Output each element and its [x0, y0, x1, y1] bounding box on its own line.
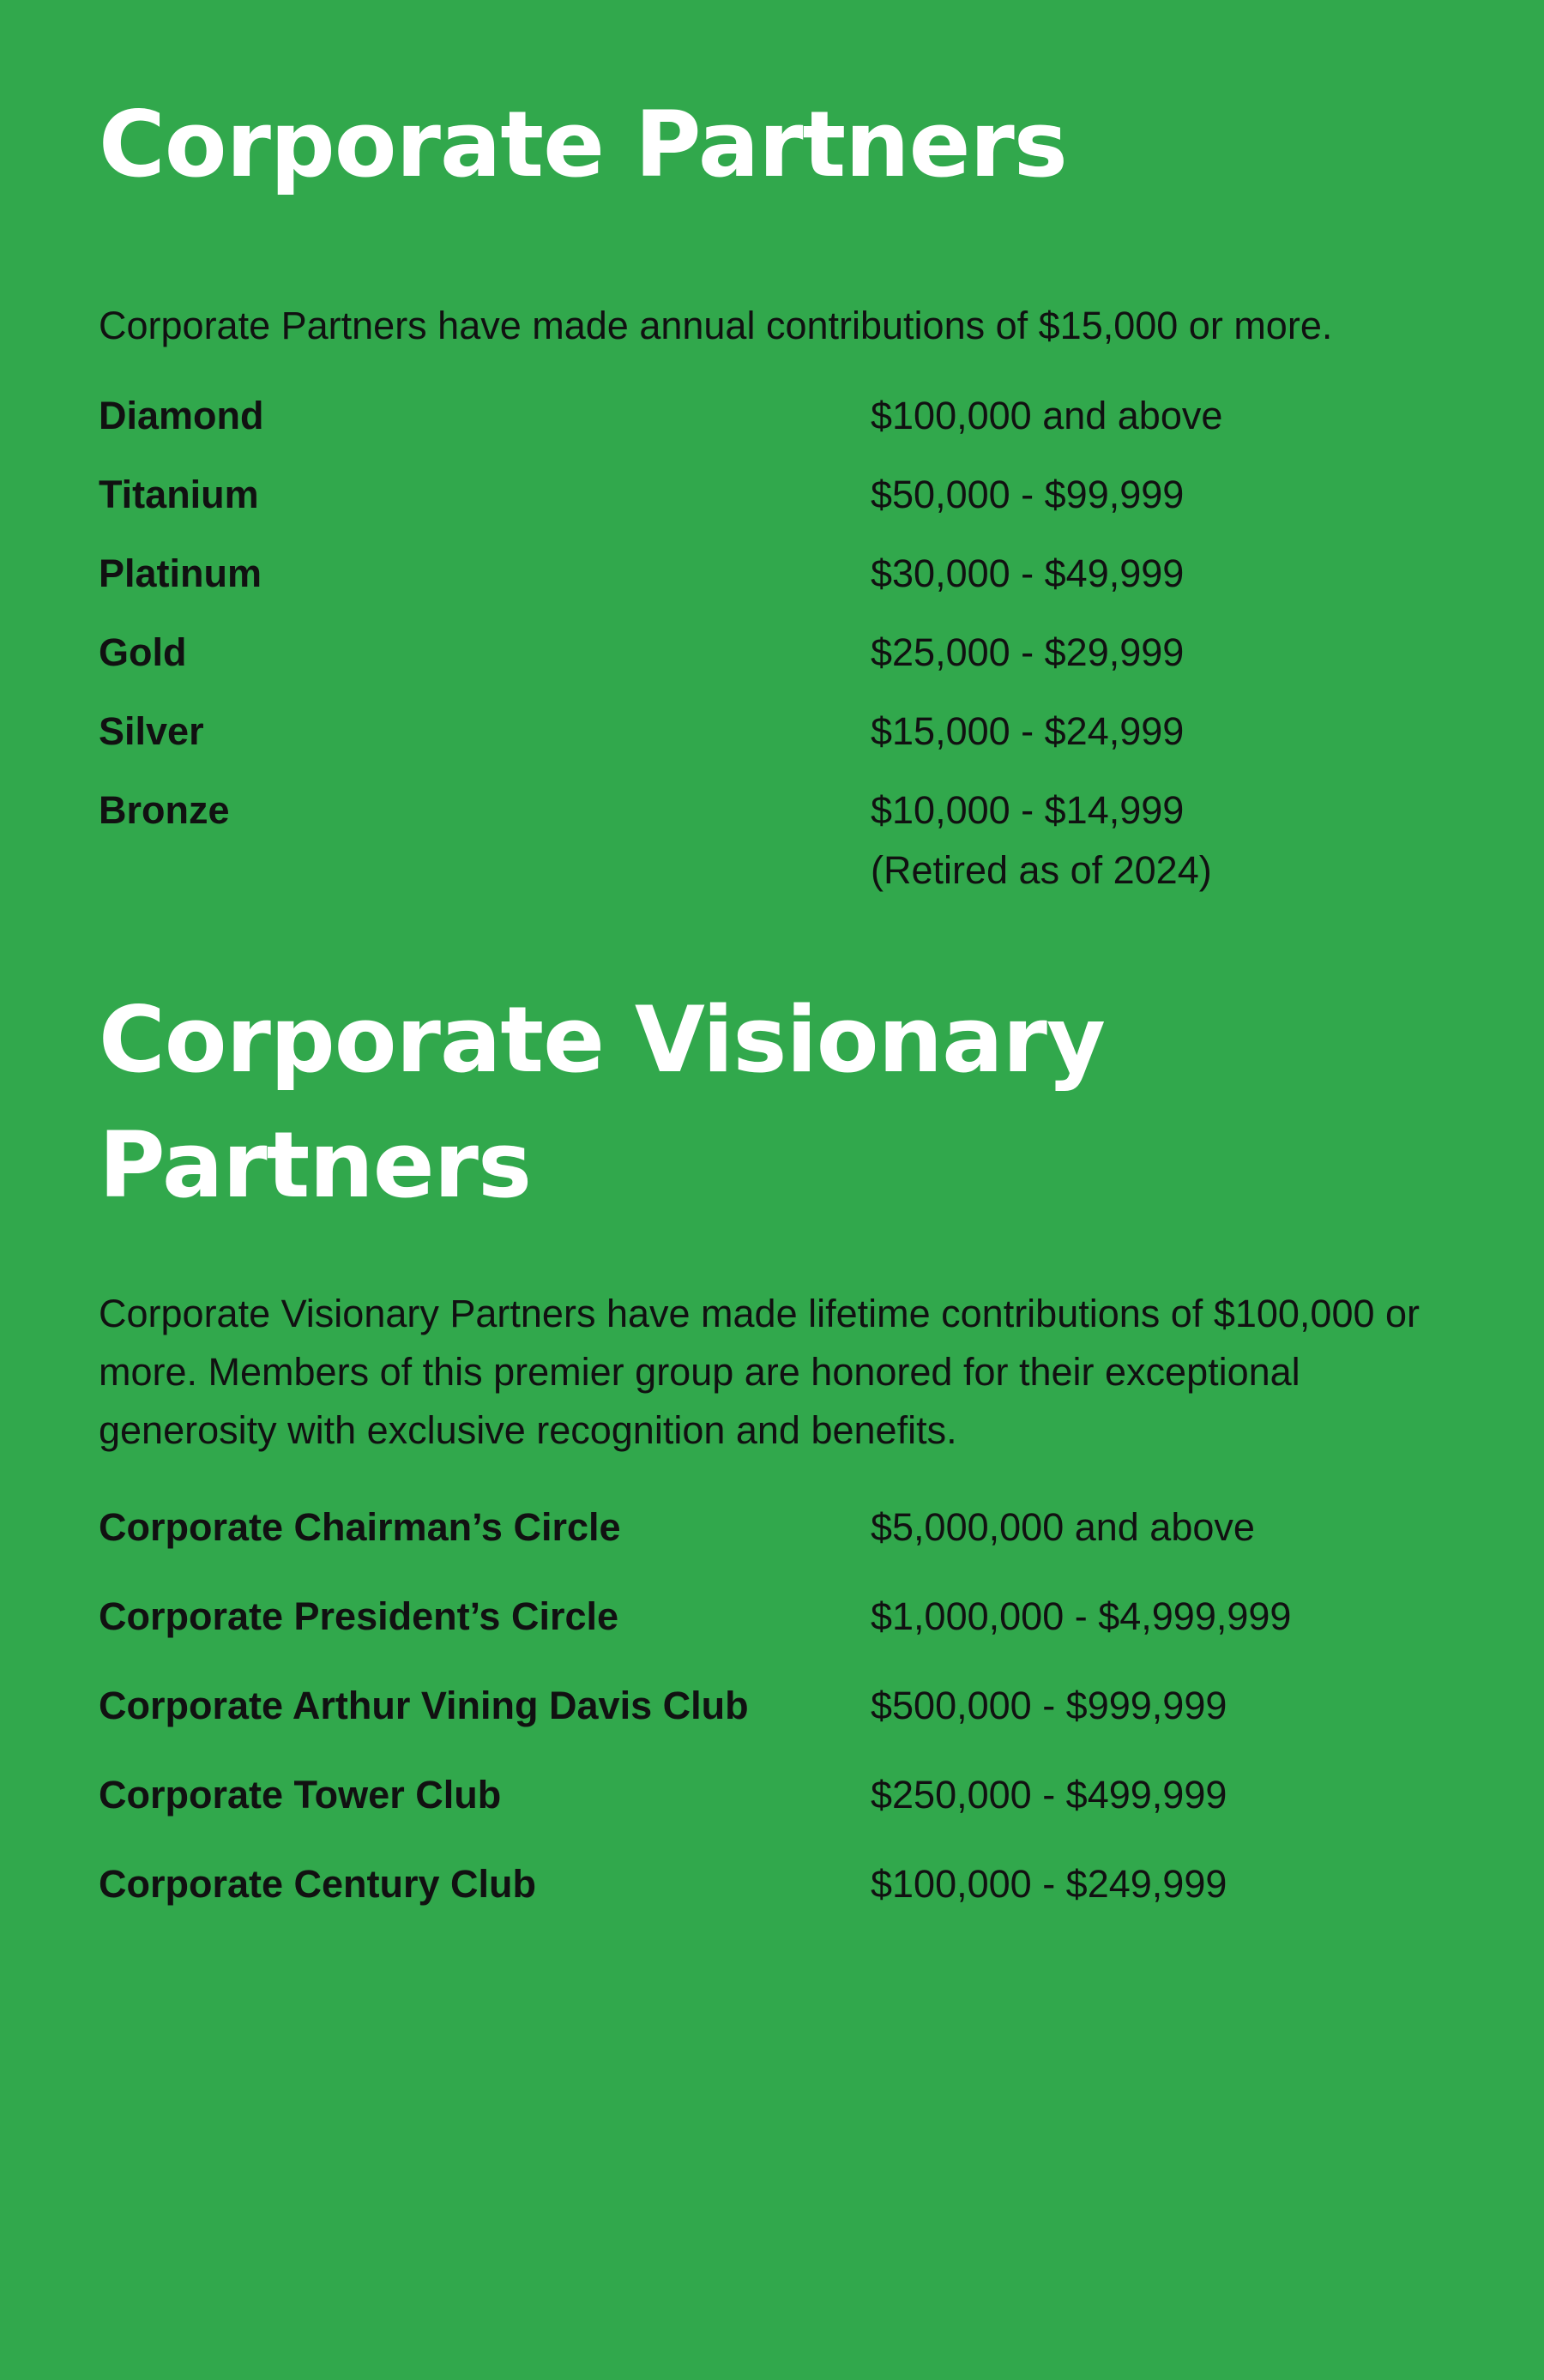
tier-retired-note: (Retired as of 2024): [871, 848, 1212, 892]
tier-name: Corporate Century Club: [99, 1862, 537, 1906]
corporate-visionary-partners-intro: Corporate Visionary Partners have made lifetime contributions of $100,000 or more. Members of this premier group are honored for their exceptional generosity with exclusive recognition and benefits.: [99, 1292, 1420, 1452]
tier-row-platinum: [99, 544, 1471, 604]
tier-range: $100,000 and above: [871, 394, 1223, 437]
corporate-partners-section: [99, 82, 1471, 919]
tier-name: Bronze: [99, 788, 230, 832]
tier-row-chairmans-circle: [99, 1497, 1471, 1558]
tier-range: $10,000 - $14,999: [871, 788, 1185, 832]
tier-name: Silver: [99, 709, 204, 753]
tier-range: $5,000,000 and above: [871, 1505, 1255, 1549]
tier-range: $1,000,000 - $4,999,999: [871, 1594, 1292, 1638]
tier-name: Titanium: [99, 473, 259, 516]
corporate-partners-tier-list: [99, 386, 1471, 901]
tier-row-arthur-vining-davis-club: [99, 1676, 1471, 1736]
tier-row-diamond: [99, 386, 1471, 446]
tier-row-silver: [99, 702, 1471, 762]
corporate-partners-intro: Corporate Partners have made annual contributions of $15,000 or more.: [99, 304, 1333, 347]
tier-row-bronze: [99, 780, 1471, 901]
tier-name: Platinum: [99, 551, 262, 595]
tier-row-titanium: [99, 465, 1471, 525]
tier-row-gold: [99, 623, 1471, 683]
corporate-visionary-partners-section: [99, 978, 1471, 1943]
tier-range: $500,000 - $999,999: [871, 1684, 1227, 1727]
tier-range: $25,000 - $29,999: [871, 630, 1185, 674]
tier-row-century-club: [99, 1854, 1471, 1914]
tier-name: Corporate Arthur Vining Davis Club: [99, 1684, 749, 1727]
tier-range: $100,000 - $249,999: [871, 1862, 1227, 1906]
tier-range: $50,000 - $99,999: [871, 473, 1185, 516]
tier-range: $30,000 - $49,999: [871, 551, 1185, 595]
corporate-partners-heading: Corporate Partners: [99, 92, 1067, 197]
tier-range: $15,000 - $24,999: [871, 709, 1185, 753]
tier-name: Diamond: [99, 394, 264, 437]
tier-range: $250,000 - $499,999: [871, 1773, 1227, 1817]
tier-row-presidents-circle: [99, 1587, 1471, 1647]
tier-name: Gold: [99, 630, 187, 674]
corporate-visionary-tier-list: [99, 1497, 1471, 1914]
tier-row-tower-club: [99, 1765, 1471, 1825]
tier-name: Corporate Tower Club: [99, 1773, 502, 1817]
tier-name: Corporate President’s Circle: [99, 1594, 619, 1638]
tier-name: Corporate Chairman’s Circle: [99, 1505, 621, 1549]
corporate-visionary-partners-heading: Corporate Visionary Partners: [99, 987, 1105, 1218]
